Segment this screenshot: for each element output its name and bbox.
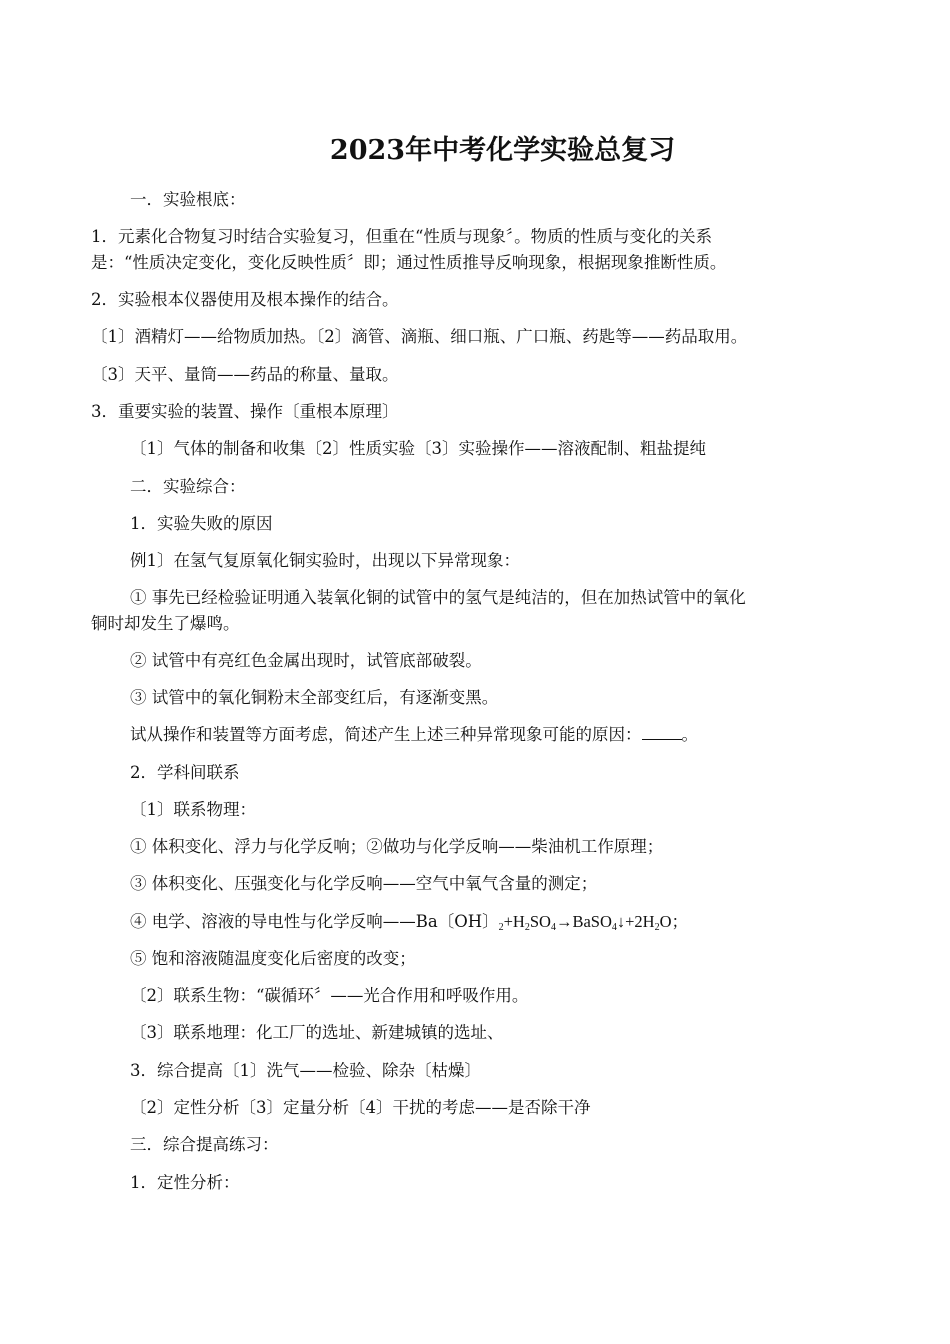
section-heading-1: 一．实验根底： <box>130 190 246 209</box>
paragraph-line: 〔3〕天平、量筒——药品的称量、量取。 <box>91 365 399 384</box>
answer-blank <box>642 725 682 740</box>
paragraph-line: 1．定性分析： <box>130 1173 240 1192</box>
paragraph-line: 〔1〕气体的制备和收集〔2〕性质实验〔3〕实验操作——溶液配制、粗盐提纯 <box>130 439 706 458</box>
page-title: 2023年中考化学实验总复习 <box>329 135 676 166</box>
equation-part: +H <box>503 912 525 931</box>
equation-part: ↓+2H <box>616 912 655 931</box>
question-end: 。 <box>681 725 698 744</box>
paragraph-line: 〔3〕联系地理：化工厂的选址、新建城镇的选址、 <box>130 1023 504 1042</box>
paragraph-line: ⑤ 饱和溶液随温度变化后密度的改变； <box>130 949 416 968</box>
paragraph-line: 〔1〕酒精灯——给物质加热。〔2〕滴管、滴瓶、细口瓶、广口瓶、药匙等——药品取用。 <box>91 327 748 346</box>
paragraph-line: 2．实验根本仪器使用及根本操作的结合。 <box>91 290 399 309</box>
paragraph-line: 3．重要实验的装置、操作〔重根本原理〕 <box>91 402 399 421</box>
paragraph-line: ① 体积变化、浮力与化学反响；②做功与化学反响——柴油机工作原理； <box>130 837 664 856</box>
paragraph-line: 1．实验失败的原因 <box>130 514 273 533</box>
paragraph-line: ③ 试管中的氧化铜粉末全部变红后，有逐渐变黑。 <box>130 688 499 707</box>
paragraph-line: 铜时却发生了爆鸣。 <box>91 614 240 633</box>
paragraph-line: 是：“性质决定变化，变化反映性质〞即；通过性质推导反响现象，根据现象推断性质。 <box>91 253 727 272</box>
paragraph-line: 〔2〕定性分析〔3〕定量分析〔4〕干扰的考虑——是否除干净 <box>130 1098 591 1117</box>
question-line <box>130 724 698 746</box>
paragraph-line: 〔1〕联系物理： <box>130 800 256 819</box>
equation-part: O； <box>659 912 689 931</box>
paragraph-line: ③ 体积变化、压强变化与化学反响——空气中氧气含量的测定； <box>130 874 598 893</box>
paragraph-line: 例1〕在氢气复原氧化铜实验时，出现以下异常现象： <box>130 551 520 570</box>
equation-part: →BaSO <box>555 912 612 931</box>
paragraph-line: 3．综合提高〔1〕洗气——检验、除杂〔枯燥〕 <box>130 1061 481 1080</box>
paragraph-line: ② 试管中有亮红色金属出现时，试管底部破裂。 <box>130 651 482 670</box>
section-heading-3: 三．综合提高练习： <box>130 1135 279 1154</box>
question-text: 试从操作和装置等方面考虑，简述产生上述三种异常现象可能的原因： <box>130 725 642 744</box>
paragraph-line: 2．学科间联系 <box>130 763 240 782</box>
paragraph-line: ① 事先已经检验证明通入装氧化铜的试管中的氢气是纯洁的，但在加热试管中的氧化 <box>130 588 746 607</box>
subscript: 2 <box>498 922 504 933</box>
section-heading-2: 二．实验综合： <box>130 477 246 496</box>
equation-prefix: ④ 电学、溶液的导电性与化学反响——Ba〔OH〕 <box>130 912 499 931</box>
subscript: 4 <box>550 922 556 933</box>
subscript: 4 <box>611 922 617 933</box>
subscript: 2 <box>524 922 530 933</box>
paragraph-line: 1．元素化合物复习时结合实验复习，但重在“性质与现象〞。物质的性质与变化的关系 <box>91 227 713 246</box>
subscript: 2 <box>654 922 660 933</box>
chemical-equation-line <box>130 911 688 933</box>
paragraph-line: 〔2〕联系生物：“碳循环〞——光合作用和呼吸作用。 <box>130 986 529 1005</box>
equation-part: SO <box>529 912 551 931</box>
